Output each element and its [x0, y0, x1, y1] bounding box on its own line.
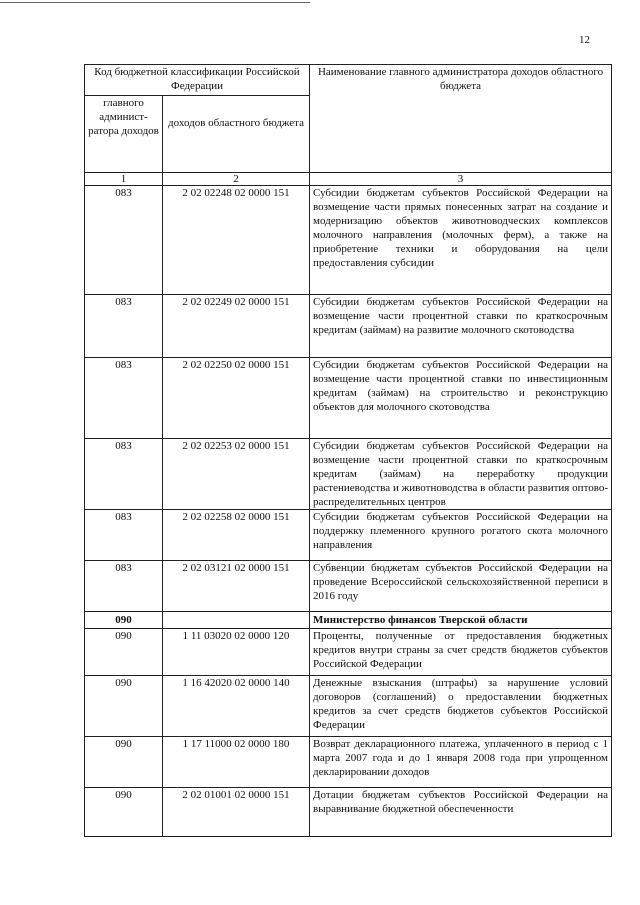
row-name: Дотации бюджетам субъектов Российской Федерации на выравнивание бюджетной обеспеченности	[310, 788, 612, 837]
admin-code: 083	[85, 186, 163, 295]
row-name: Субсидии бюджетам субъектов Российской Федерации на возмещение части прямых понесенных затрат на создание и модернизацию объектов животноводческих комплексов молочного направления (молочных ферм), а также на приобретение техники и оборудования на цели предоставления субсидии	[310, 186, 612, 295]
admin-code: 090	[85, 676, 163, 737]
row-name: Субсидии бюджетам субъектов Российской Федерации на возмещение части процентной ставки по инвестиционным кредитам (займам) на строительство и реконструкцию объектов для молочного скотоводства	[310, 358, 612, 439]
table-row	[85, 295, 612, 358]
budget-code: 1 17 11000 02 0000 180	[163, 737, 310, 788]
section-row	[85, 612, 612, 629]
budget-code: 2 02 02253 02 0000 151	[163, 439, 310, 510]
budget-code: 2 02 02258 02 0000 151	[163, 510, 310, 561]
table-header-row	[85, 65, 612, 96]
table-row	[85, 510, 612, 561]
name-column-header: Наименование главного администратора доходов областного бюджета	[310, 65, 612, 173]
budget-code: 1 11 03020 02 0000 120	[163, 629, 310, 676]
budget-code: 2 02 01001 02 0000 151	[163, 788, 310, 837]
column-number: 3	[310, 173, 612, 186]
budget-classification-table	[84, 64, 612, 837]
table-row	[85, 629, 612, 676]
admin-code: 090	[85, 788, 163, 837]
kbk-header: Код бюджетной классификации Российской Федерации	[85, 65, 310, 96]
admin-code: 083	[85, 561, 163, 612]
admin-code: 083	[85, 295, 163, 358]
admin-code: 083	[85, 358, 163, 439]
admin-code: 083	[85, 510, 163, 561]
table-row	[85, 186, 612, 295]
budget-code: 2 02 02249 02 0000 151	[163, 295, 310, 358]
table-row	[85, 737, 612, 788]
row-name: Денежные взыскания (штрафы) за нарушение условий договоров (соглашений) о предоставлении бюджетных кредитов за счет средств бюджетов субъектов Российской Федерации	[310, 676, 612, 737]
row-name: Проценты, полученные от предоставления бюджетных кредитов внутри страны за счет средств бюджетов субъектов Российской Федерации	[310, 629, 612, 676]
table-row	[85, 788, 612, 837]
table-row	[85, 561, 612, 612]
budget-code: 2 02 02248 02 0000 151	[163, 186, 310, 295]
admin-column-header: главного админист-ратора доходов	[85, 96, 163, 173]
admin-code: 083	[85, 439, 163, 510]
row-name: Возврат декларационного платежа, уплаченного в период с 1 марта 2007 года и до 1 января 2008 года при упрощенном декларировании доходов	[310, 737, 612, 788]
column-number: 1	[85, 173, 163, 186]
row-name: Субсидии бюджетам субъектов Российской Федерации на поддержку племенного крупного рогатого скота молочного направления	[310, 510, 612, 561]
row-name: Субвенции бюджетам субъектов Российской Федерации на проведение Всероссийской сельскохозяйственной переписи в 2016 году	[310, 561, 612, 612]
table-row	[85, 439, 612, 510]
budget-code: 1 16 42020 02 0000 140	[163, 676, 310, 737]
section-title: Министерство финансов Тверской области	[310, 612, 612, 629]
table-row	[85, 676, 612, 737]
row-name: Субсидии бюджетам субъектов Российской Федерации на возмещение части процентной ставки по краткосрочным кредитам (займам) на переработку продукции растениеводства и животноводства в области развития оптово-распределительных центров	[310, 439, 612, 510]
table-row	[85, 358, 612, 439]
budget-code	[163, 612, 310, 629]
top-rule	[0, 2, 310, 3]
budget-code: 2 02 02250 02 0000 151	[163, 358, 310, 439]
row-name: Субсидии бюджетам субъектов Российской Федерации на возмещение части процентной ставки по краткосрочным кредитам (займам) на развитие молочного скотоводства	[310, 295, 612, 358]
admin-code: 090	[85, 629, 163, 676]
budget-code: 2 02 03121 02 0000 151	[163, 561, 310, 612]
admin-code: 090	[85, 737, 163, 788]
page-number: 12	[579, 34, 590, 46]
column-number: 2	[163, 173, 310, 186]
column-number-row	[85, 173, 612, 186]
income-column-header: доходов областного бюджета	[163, 96, 310, 173]
admin-code: 090	[85, 612, 163, 629]
